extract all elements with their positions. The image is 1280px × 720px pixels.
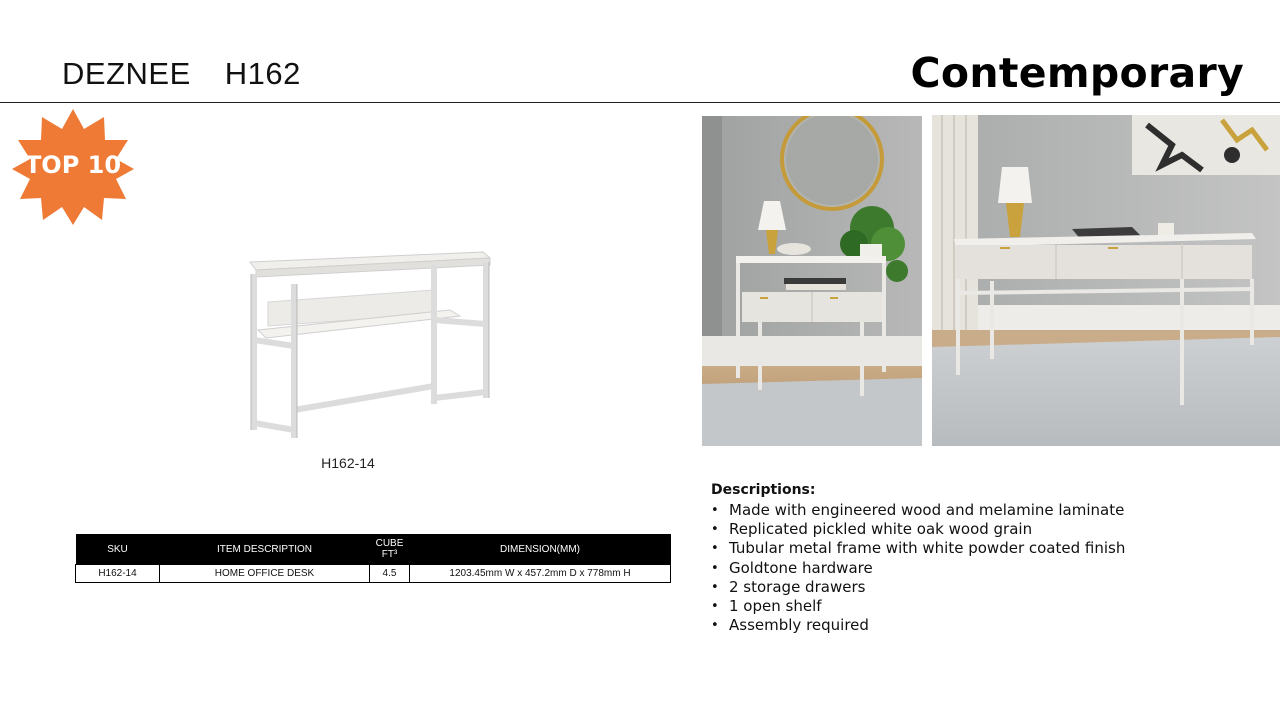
spec-table-header (76, 534, 671, 565)
cell-item-description: HOME OFFICE DESK (160, 565, 370, 583)
header-cube-line2: FT³ (381, 549, 398, 560)
descriptions-heading: Descriptions: (711, 482, 816, 498)
list-item-text: 1 open shelf (729, 597, 822, 616)
room-photo-console (702, 116, 922, 446)
spec-table (75, 534, 671, 583)
header-divider (0, 102, 1280, 103)
cell-dimension: 1203.45mm W x 457.2mm D x 778mm H (410, 565, 671, 583)
bullet-icon: • (711, 599, 719, 615)
cell-cube: 4.5 (370, 565, 410, 583)
list-item-text: Tubular metal frame with white powder coated finish (729, 539, 1126, 558)
bullet-icon: • (711, 560, 719, 576)
list-item-text: Replicated pickled white oak wood grain (729, 520, 1033, 539)
header-cube (370, 534, 410, 565)
list-item (711, 501, 1251, 520)
descriptions-section (711, 482, 1251, 635)
list-item (711, 559, 1251, 578)
list-item (711, 539, 1251, 558)
badge-label: TOP 10 (24, 151, 122, 179)
top-10-badge (12, 109, 134, 225)
cell-sku: H162-14 (76, 565, 160, 583)
list-item (711, 616, 1251, 635)
list-item-text: Assembly required (729, 616, 869, 635)
model-number: H162 (224, 56, 301, 91)
list-item (711, 578, 1251, 597)
descriptions-list (711, 501, 1251, 635)
header-dimension: DIMENSION(MM) (410, 534, 671, 565)
bullet-icon: • (711, 618, 719, 634)
header-cube-line1: CUBE (375, 538, 404, 549)
bullet-icon: • (711, 579, 719, 595)
list-item (711, 520, 1251, 539)
header-sku: SKU (76, 534, 160, 565)
table-row (76, 565, 671, 583)
bullet-icon: • (711, 522, 719, 538)
header-title (62, 56, 301, 92)
header-item-description: ITEM DESCRIPTION (160, 534, 370, 565)
list-item-text: Made with engineered wood and melamine laminate (729, 501, 1125, 519)
product-image (238, 240, 498, 450)
style-title: Contemporary (910, 49, 1244, 97)
list-item-text: Goldtone hardware (729, 558, 873, 577)
list-item-text: 2 storage drawers (729, 577, 866, 596)
room-photo-desk (932, 115, 1280, 446)
brand-name: DEZNEE (62, 56, 191, 91)
bullet-icon: • (711, 503, 719, 518)
list-item (711, 597, 1251, 616)
product-sku-caption: H162-14 (321, 455, 375, 471)
bullet-icon: • (711, 541, 719, 557)
